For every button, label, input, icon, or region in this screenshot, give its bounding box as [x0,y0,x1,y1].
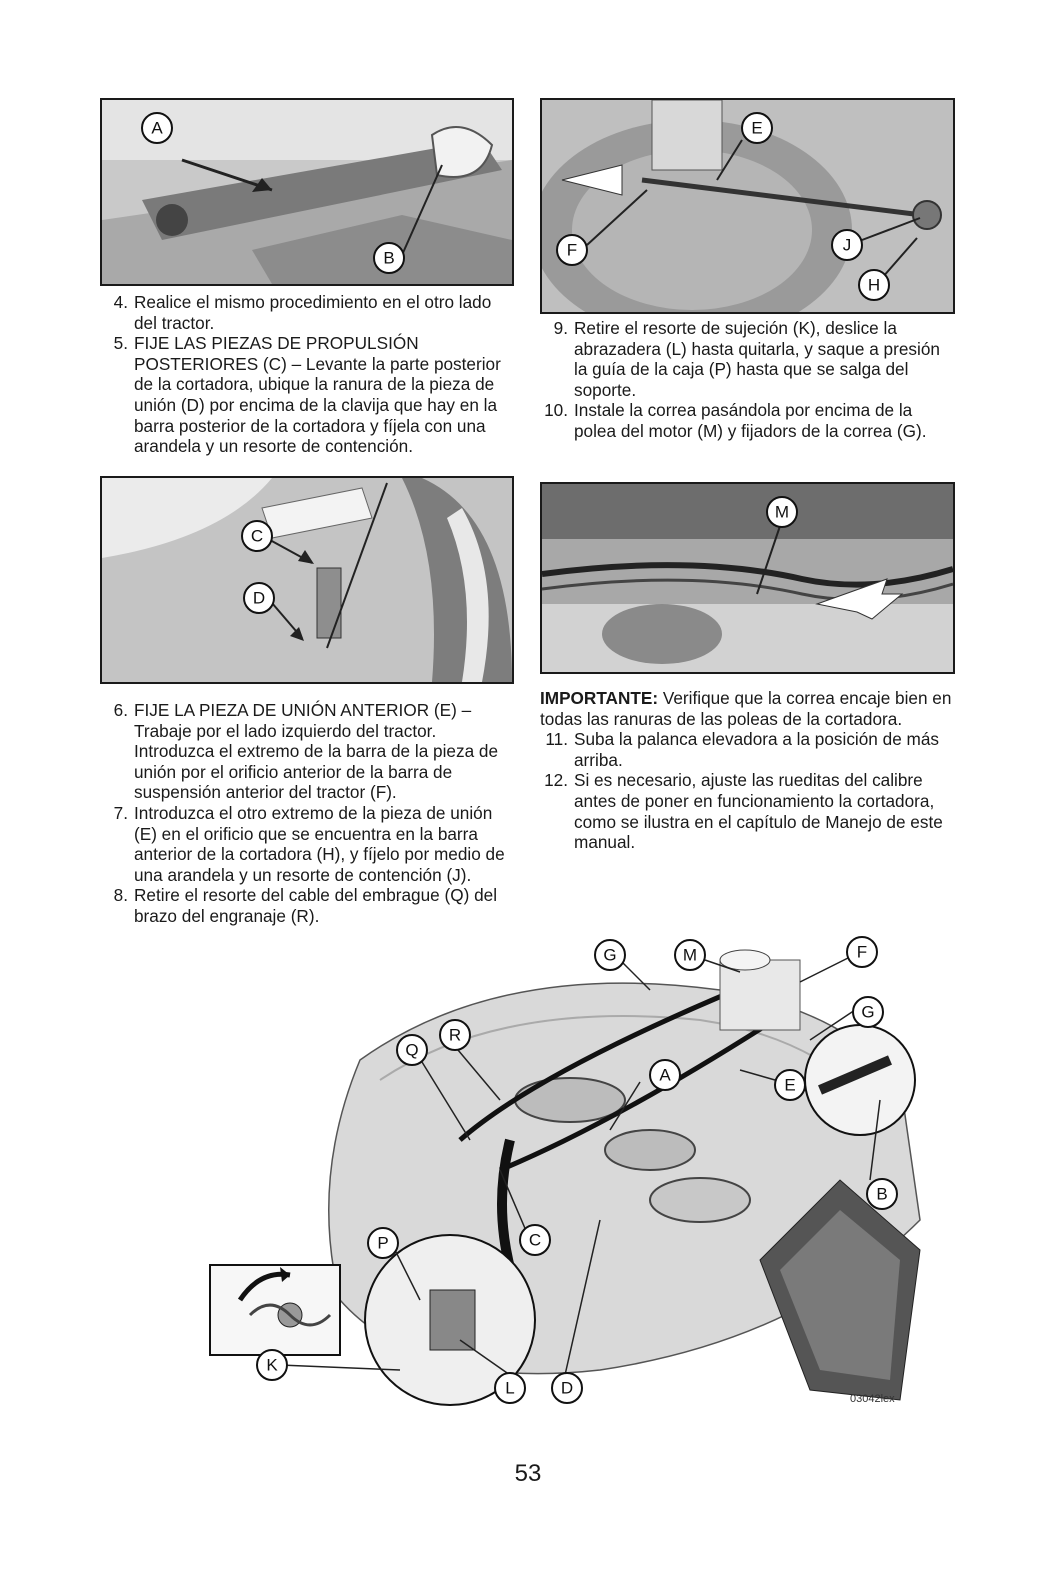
step-item: 9. Retire el resorte de sujeción (K), deslice la abrazadera (L) hasta quitarla, y saque a presión la guía de la caja (P) hasta que se salga del soporte. [553,318,940,400]
callout-k: K [266,1355,278,1375]
callout-m: M [682,945,698,965]
figure-4-motor-pulley [540,482,955,674]
figure-1-rear-link [100,98,514,286]
step-item: 10. Instale la correa pasándola por encima de la polea del motor (M) y fijadors de la correa (G). [544,400,927,441]
callout-b: B [876,1184,888,1204]
callout-m: M [774,502,790,522]
callout-r: R [448,1025,462,1045]
step-item: 8. Retire el resorte del cable del embrague (Q) del brazo del engranaje (R). [113,885,498,926]
callout-g: G [861,1002,875,1022]
steps-9-10 [540,318,952,442]
step-item: 12. Si es necesario, ajuste las rueditas del calibre antes de poner en funcionamiento la cortadora, como se ilustra en el capítulo de Manejo de este manual. [544,770,943,853]
callout-g: G [603,945,617,965]
steps-4-5 [100,292,512,457]
callout-b: B [383,248,395,268]
step-item: 6. FIJE LA PIEZA DE UNIÓN ANTERIOR (E) – Trabaje por el lado izquierdo del tractor. Introduzca el extremo de la barra de la pieza de unión por el orificio anterior de la barra de suspensión anterior del tractor (F). [113,700,499,803]
figure-5-mower-deck [200,920,940,1420]
figure-2-front-link [540,98,955,314]
step-item: 4. Realice el mismo procedimiento en el otro lado del tractor. [113,292,492,333]
callout-d: D [560,1378,574,1398]
steps-6-8 [100,700,512,927]
callout-q: Q [405,1040,419,1060]
step-item: 5. FIJE LAS PIEZAS DE PROPULSIÓN POSTERIORES (C) – Levante la parte posterior de la cortadora, ubique la ranura de la pieza de unión (D) por encima de la clavija que hay en la barra posterior de la cortadora y fíjela con una arandela y un resorte de contención. [113,333,501,457]
step-item: 11. Suba la palanca elevadora a la posición de más arriba. [545,729,939,770]
important-and-steps-11-12 [540,688,952,853]
callout-f: F [856,942,868,962]
callout-f: F [566,240,578,260]
page-number: 53 [514,1460,542,1487]
callout-e: E [751,118,763,138]
callout-e: E [784,1075,796,1095]
figure-3-rear-drive [100,476,514,684]
callout-h: H [867,275,881,295]
callout-c: C [250,526,264,546]
callout-c: C [528,1230,542,1250]
callout-j: J [842,235,852,255]
important-note: IMPORTANTE: Verifique que la correa encaje bien en todas las ranuras de las poleas de la cortadora. [540,688,952,729]
callout-a: A [659,1065,671,1085]
callout-l: L [505,1378,515,1398]
callout-d: D [252,588,266,608]
figure-code: 03042lex [850,1393,895,1405]
step-item: 7. Introduzca el otro extremo de la pieza de unión (E) en el orificio que se encuentra en la barra anterior de la cortadora (H), y fíjelo por medio de una arandela y un resorte de contención (J). [113,802,505,885]
callout-a: A [151,118,163,138]
callout-p: P [377,1233,389,1253]
